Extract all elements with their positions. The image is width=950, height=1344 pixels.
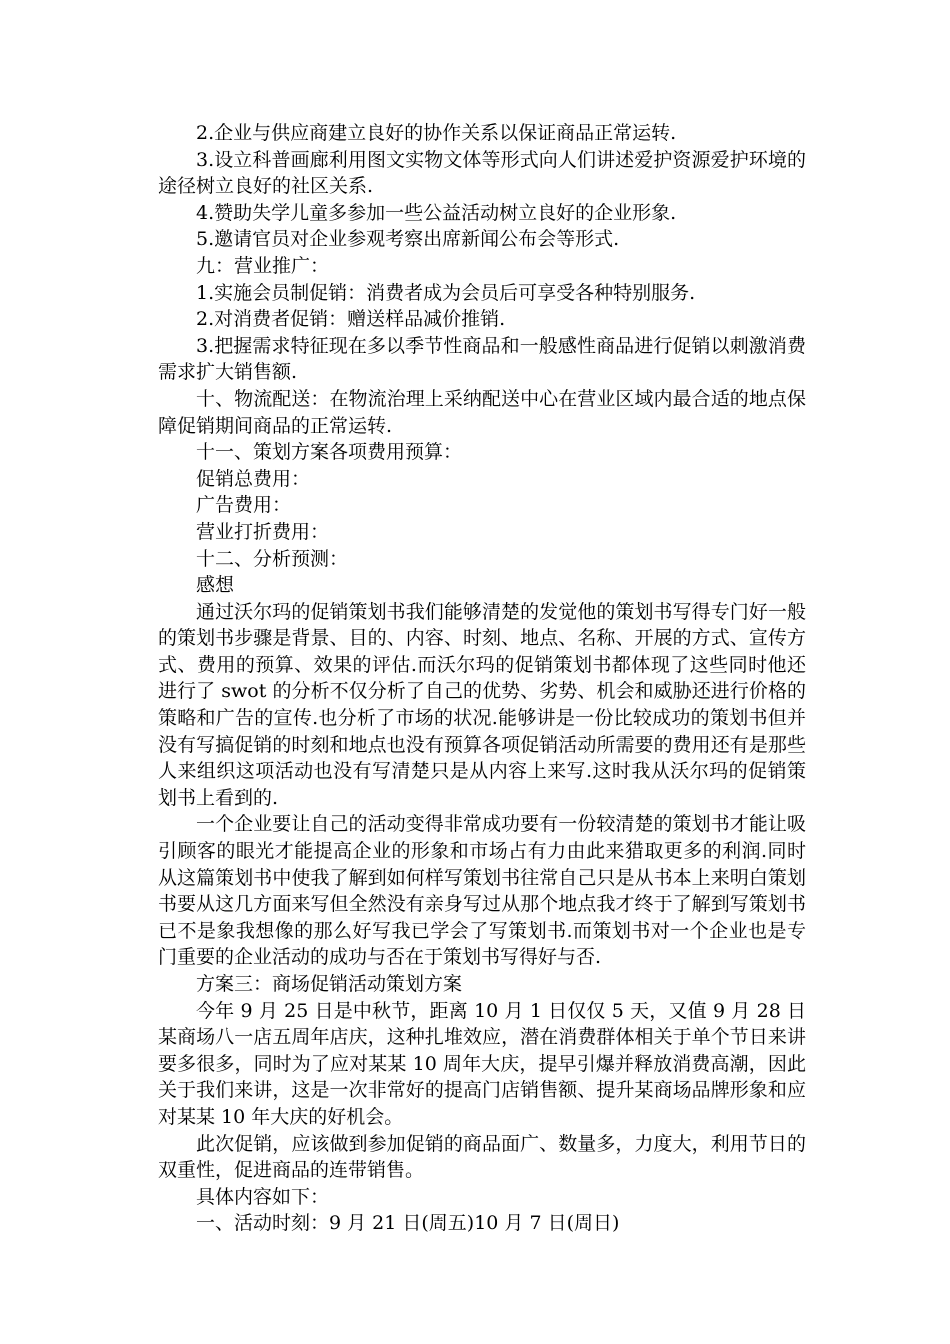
budget-advertising: 广告费用： (196, 494, 292, 517)
paragraph-supplier-cooperation: 2.企业与供应商建立良好的协作关系以保证商品正常运转. (196, 122, 677, 144)
budget-total-promotion: 促销总费用： (196, 467, 311, 490)
paragraph-consumer-promotion: 2.对消费者促销：赠送样品减价推销. (196, 308, 506, 331)
heading-reflection: 感想 (196, 574, 235, 597)
paragraph-sponsor-children: 4.赞助失学儿童多参加一些公益活动树立良好的企业形象. (196, 201, 677, 224)
heading-budget: 十一、策划方案各项费用预算： (196, 441, 463, 464)
paragraph-mid-autumn: 今年 9 月 25 日是中秋节，距离 10 月 1 日仅仅 5 天，又值 9 月 28 日某商场八一店五周年店庆，这种扎堆效应，潜在消费群体相关于单个节日来讲要多很多，同时为了应对某某 10 周年大庆，提早引爆并释放消费高潮，因此关于我们来讲，这是一次非常好的提高门店销售额、提升某商场品牌形象和应对某某 10 年大庆的好机会。 (158, 999, 806, 1128)
budget-discounts: 营业打折费用： (196, 520, 330, 543)
paragraph-enterprise-plan: 一个企业要让自己的活动变得非常成功要有一份较清楚的策划书才能让吸引顾客的眼光才能提高企业的形象和市场占有力由此来猎取更多的利润.同时从这篇策划书中使我了解到如何样写策划书往常自己只是从书本上来明白策划书要从这几方面来写但全然没有亲身写过从那个地点我才终于了解到写策划书已不是象我想像的那么好写我已学会了写策划书.而策划书对一个企业也是专门重要的企业活动的成功与否在于策划书写得好与否. (158, 813, 806, 969)
paragraph-walmart-review: 通过沃尔玛的促销策划书我们能够清楚的发觉他的策划书写得专门好一般的策划书步骤是背景、目的、内容、时刻、地点、名称、开展的方式、宣传方式、费用的预算、效果的评估.而沃尔玛的促销策划书都体现了这些同时他还进行了 swot 的分析不仅分析了自己的优势、劣势、机会和威胁还进行价格的策略和广告的宣传.也分析了市场的状况.能够讲是一份比较成功的策划书但并没有写搞促销的时刻和地点也没有预算各项促销活动所需要的费用还有是那些人来组织这项活动也没有写清楚只是从内容上来写.这时我从沃尔玛的促销策划书上看到的. (158, 600, 806, 809)
heading-sales-promotion: 九：营业推广： (196, 254, 330, 277)
paragraph-science-gallery: 3.设立科普画廊利用图文实物文体等形式向人们讲述爱护资源爱护环境的途径树立良好的社区关系. (158, 148, 806, 198)
paragraph-membership-promotion: 1.实施会员制促销：消费者成为会员后可享受各种特别服务. (196, 281, 696, 304)
heading-analysis-forecast: 十二、分析预测： (196, 547, 349, 570)
paragraph-demand-features: 3.把握需求特征现在多以季节性商品和一般感性商品进行促销以刺激消费需求扩大销售额. (158, 334, 806, 384)
paragraph-activity-time: 一、活动时刻：9 月 21 日(周五)10 月 7 日(周日) (196, 1212, 620, 1235)
paragraph-invite-officials: 5.邀请官员对企业参观考察出席新闻公布会等形式. (196, 228, 620, 251)
heading-specific-content: 具体内容如下： (196, 1185, 330, 1208)
paragraph-logistics: 十、物流配送：在物流治理上采纳配送中心在营业区域内最合适的地点保障促销期间商品的正常运转. (158, 387, 806, 437)
heading-plan-three: 方案三：商场促销活动策划方案 (196, 973, 463, 995)
document-page (158, 120, 806, 1237)
paragraph-promotion-goal: 此次促销，应该做到参加促销的商品面广、数量多，力度大，利用节日的双重性，促进商品的连带销售。 (158, 1132, 806, 1182)
